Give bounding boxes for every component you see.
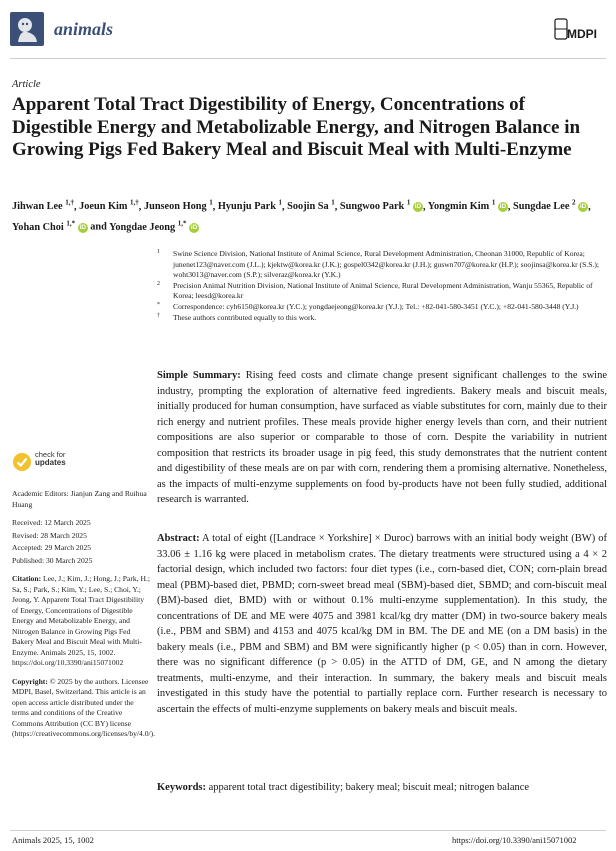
dates: [12, 518, 150, 566]
author-name: Yongdae Jeong $^{1,*}$ iD: [109, 219, 198, 233]
author-name: Jihwan Lee $^{1,\dagger}$: [12, 199, 74, 213]
author-name: Hyunju Park $^1$: [217, 199, 283, 213]
author-affiliation-marker: 1: [209, 199, 213, 207]
academic-editors: Academic Editors: Jianjun Zang and Ruihua Huang: [12, 489, 147, 509]
orcid-icon[interactable]: iD: [414, 203, 422, 211]
author-list: Jihwan Lee $^{1,\dagger}$, Joeun Kim $^{1,\dagger}$, Junseon Hong $^1$, Hyunju Park $^1$, Soojin Sa $^1$, Sungwoo Park $^1$ iD , Yongmin Kim $^1$ iD , Sungdae Lee $^2$ iD , Yohan Choi $^{1,*}$ iD and Yongdae Jeong $^{1,*}$ iD: [12, 199, 591, 233]
equal-contribution-note: † These authors contributed equally to this work.: [157, 312, 317, 322]
author-affiliation-marker: 2: [571, 199, 576, 207]
article-type: Article: [12, 79, 41, 90]
received-date: Received: 12 March 2025: [12, 518, 91, 527]
author-affiliation-marker: 1: [278, 199, 283, 207]
affiliation-1: 1 Swine Science Division, National Institute of Animal Science, Rural Development Administration, Cheonan 31000, Republic of Korea; junenet123@naver.com (J.L.); kjektw@korea.kr (J.K.); gospel0342@korea.kr (J.H.); guswn707@korea.kr (H.P.); soojinsa@korea.kr (S.S.); woht3013@naver.com (S.P.); silveraz@korea.kr (Y.K.): [157, 249, 599, 280]
published-date: Published: 30 March 2025: [12, 555, 93, 565]
author-name: Junseon Hong $^1$: [143, 199, 213, 213]
author-name: Joeun Kim $^{1,\dagger}$: [79, 199, 139, 213]
orcid-icon[interactable]: iD: [579, 203, 587, 211]
monkey-icon: [10, 12, 44, 46]
sidebar: [12, 489, 156, 748]
footer-divider: [10, 830, 606, 831]
author-affiliation-marker: 1,*: [66, 219, 76, 228]
journal-name: animals: [54, 19, 114, 39]
affiliation-2: 2 Precision Animal Nutrition Division, National Institute of Animal Science, Rural Development Administration, Wanju 55365, Republic of Korea; leesd@korea.kr: [157, 280, 593, 301]
orcid-icon[interactable]: iD: [190, 223, 198, 231]
author-affiliation-marker: 1,*: [177, 219, 187, 228]
simple-summary-text: Rising feed costs and climate change present significant challenges to the swine industry, prompting the exploration of alternative feed ingredients. Bakery meals and biscuit meals, initially produced for human consumption, have surfaced as viable substitutes for corn, mainly due to their rich energy and nutrient profiles. These meals provide higher energy levels than corn, and their nutrient compositions are also superior or comparable to those of corn. Despite the variability in nutrient composition that restricts its broader usage in pig feed, this study demonstrates that the nutrient content and digestibility of these meals are on par with corn, rendering them a promising alternative. Nonetheless, as the impacts of multi-enzyme supplements on food by-products have not been fully studied, additional research is warranted.: [157, 370, 608, 505]
keywords-label: Keywords:: [157, 782, 206, 793]
doi-link[interactable]: https://doi.org/10.3390/ani15071002: [452, 835, 577, 845]
orcid-icon[interactable]: iD: [499, 203, 507, 211]
copyright: Copyright: © 2025 by the authors. Licensee MDPI, Basel, Switzerland. This article is an open access article distributed under the terms and conditions of the Creative Commons Attribution (CC BY) license (https://creativecommons.org/licenses/by/4.0/).: [12, 676, 156, 738]
accepted-date: Accepted: 29 March 2025: [12, 543, 92, 552]
paper-title: Apparent Total Tract Digestibility of Energy, Concentrations of Digestible Energy and Metabolizable Energy, and Nitrogen Balance in Growing Pigs Fed Bakery Meal and Biscuit Meal with Multi-Enzyme: [12, 94, 581, 160]
check-for-updates-icon[interactable]: [12, 452, 32, 472]
author-name: Sungdae Lee $^2$ iD: [513, 199, 587, 213]
author-name: Yohan Choi $^{1,*}$ iD: [12, 219, 86, 233]
keywords: [157, 780, 607, 795]
author-affiliation-marker: 1,†: [130, 199, 139, 207]
author-name: Yongmin Kim $^1$ iD: [427, 199, 507, 213]
journal-reference: Animals 2025, 15, 1002: [12, 835, 94, 845]
abstract-label: Abstract:: [157, 533, 200, 544]
abstract: [157, 531, 607, 717]
author-affiliation-marker: 1,†: [65, 199, 74, 207]
author-affiliation-marker: 1: [331, 199, 335, 207]
keywords-text: apparent total tract digestibility; bakery meal; biscuit meal; nitrogen balance: [208, 782, 530, 793]
author-name: Sungwoo Park $^1$ iD: [339, 199, 422, 213]
citation: Citation: Lee, J.; Kim, J.; Hong, J.; Park, H.; Sa, S.; Park, S.; Kim, Y.; Lee, S.; Choi, Y.; Jeong, Y. Apparent Total Tract Digestibility of Energy, Concentrations of Digestible Energy and Metabolizable Energy, and Nitrogen Balance in Growing Pigs Fed Bakery Meal and Biscuit Meal with Multi-Enzyme. Animals 2025, 15, 1002. https://doi.org/10.3390/ani15071002: [12, 574, 150, 667]
correspondence: * Correspondence: cyh6150@korea.kr (Y.C.); yongdaejeong@korea.kr (Y.J.); Tel.: +82-041-580-3451 (Y.C.); +82-041-580-3448 (Y.J.): [157, 301, 579, 311]
author-affiliation-marker: 1: [491, 199, 496, 207]
author-affiliation-marker: 1: [406, 199, 411, 207]
orcid-icon[interactable]: iD: [79, 223, 86, 231]
mdpi-logo-icon: [554, 16, 568, 42]
author-name: Soojin Sa $^1$: [287, 199, 335, 213]
publisher-name: MDPI: [567, 27, 597, 41]
abstract-text: A total of eight ([Landrace × Yorkshire] × Duroc) barrows with an initial body weight (BW) of 33.06 ± 1.16 kg were placed in metabolism crates. The dietary treatments were structured using a 4 × 2 factorial design, which included two factors: four diet types (i.e., corn-based diet, CON; corn-plain bread meal (PBM)-based diet, PBMD; corn-sweet bread meal (SBM)-based diet, SBMD; and corn-biscuit meal (BM)-based diet, BMD) with or without 0.1% multi-enzyme supplementation). In this study, the concentrations of DE and ME were 4075 and 3981 kcal/kg dry matter (DM) in two-source bakery meals (i.e., PBM and SBM) and 4153 and 4075 kcal/kg DM in BM. The DE and ME (on a DM basis) in the bakery meals (i.e., PBM and SBM) and BM were significantly higher (p < 0.05) than in corn. However, there was no significant difference (p > 0.05) in the ATTD of DM, GE, and N among the dietary treatments, multi-enzyme, and their interaction. In summary, the bakery meals and biscuit meals investigated in this study have the potential to partially replace corn. Further research is necessary to ascertain the effects of multi-enzyme supplements on bakery meals and biscuit meals.: [157, 533, 607, 715]
check-for-updates[interactable]: check for updates: [35, 450, 66, 467]
header-divider: [10, 58, 606, 59]
simple-summary: [157, 368, 607, 508]
revised-date: Revised: 28 March 2025: [12, 530, 87, 540]
journal-logo: [10, 12, 44, 46]
affiliations: [157, 249, 607, 323]
simple-summary-label: Simple Summary:: [157, 370, 241, 381]
